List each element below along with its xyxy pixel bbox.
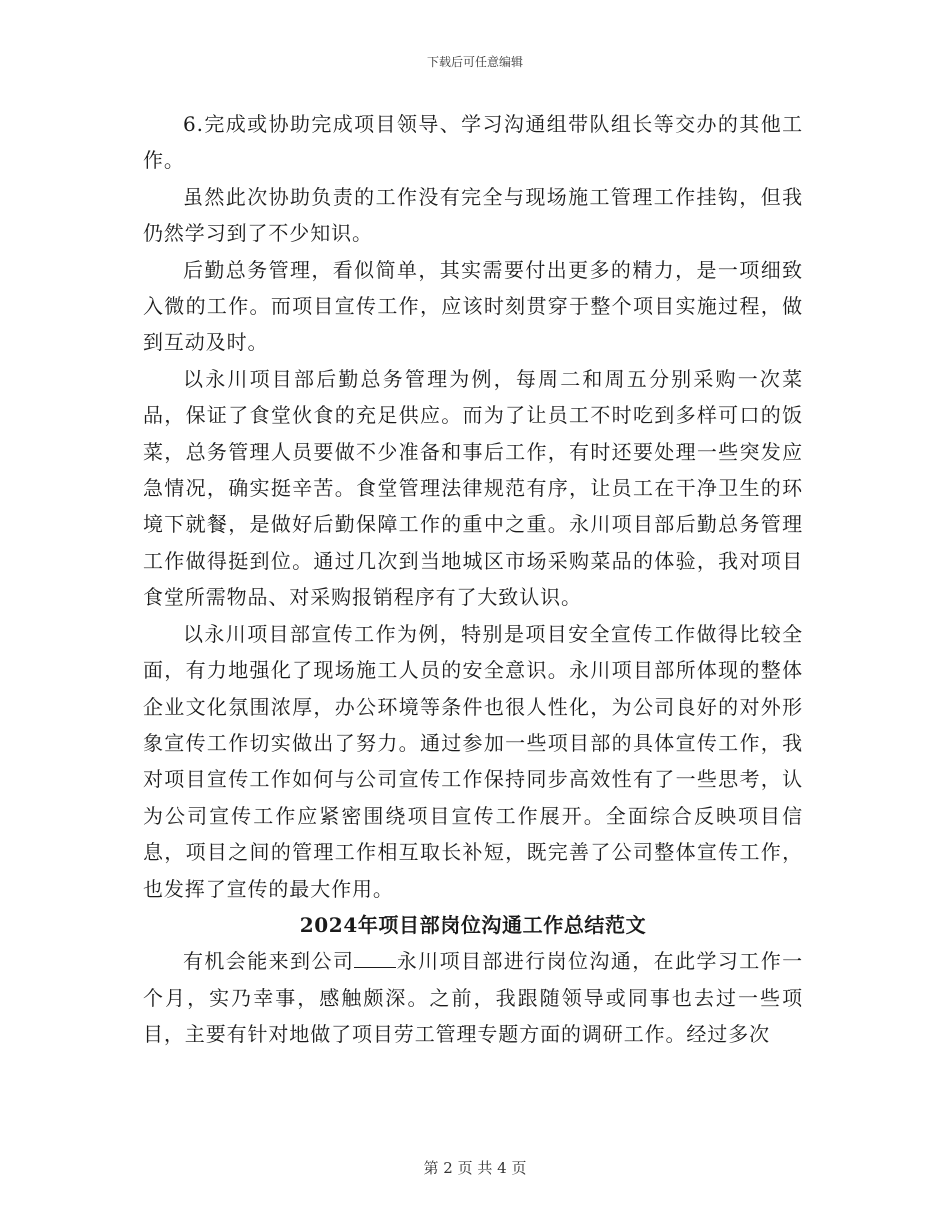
fill-in-blank bbox=[354, 949, 396, 968]
paragraph-6-part-1: 有机会能来到公司 bbox=[183, 949, 355, 974]
page-number: 第 2 页 共 4 页 bbox=[423, 1159, 527, 1177]
paragraph-2: 虽然此次协助负责的工作没有完全与现场施工管理工作挂钩，但我仍然学习到了不少知识。 bbox=[143, 184, 803, 246]
paragraph-6-part-2: 永川项目部进行岗位沟通，在此学习工作一个月，实乃幸事，感触颇深。之前，我跟随领导或同事也去过一些项目，主要有针对地做了项目劳工管理专题方面的调研工作。经过多次 bbox=[143, 949, 803, 1047]
paragraph-6 bbox=[143, 943, 803, 1052]
document-body bbox=[143, 106, 803, 1053]
paragraph-5: 以永川项目部宣传工作为例，特别是项目安全宣传工作做得比较全面，有力地强化了现场施工人员的安全意识。永川项目部所体现的整体企业文化氛围浓厚，办公环境等条件也很人性化，为公司良好的对外形象宣传工作切实做出了努力。通过参加一些项目部的具体宣传工作，我对项目宣传工作如何与公司宣传工作保持同步高效性有了一些思考，认为公司宣传工作应紧密围绕项目宣传工作展开。全面综合反映项目信息，项目之间的管理工作相互取长补短，既完善了公司整体宣传工作，也发挥了宣传的最大作用。 bbox=[143, 621, 803, 901]
paragraph-3: 后勤总务管理，看似简单，其实需要付出更多的精力，是一项细致入微的工作。而项目宣传工作，应该时刻贯穿于整个项目实施过程，做到互动及时。 bbox=[143, 257, 803, 355]
paragraph-4: 以永川项目部后勤总务管理为例，每周二和周五分别采购一次菜品，保证了食堂伙食的充足供应。而为了让员工不时吃到多样可口的饭菜，总务管理人员要做不少准备和事后工作，有时还要处理一些突发应急情况，确实挺辛苦。食堂管理法律规范有序，让员工在干净卫生的环境下就餐，是做好后勤保障工作的重中之重。永川项目部后勤总务管理工作做得挺到位。通过几次到当地城区市场采购菜品的体验，我对项目食堂所需物品、对采购报销程序有了大致认识。 bbox=[143, 366, 803, 610]
section-title: 2024年项目部岗位沟通工作总结范文 bbox=[299, 912, 647, 937]
paragraph-1: 6.完成或协助完成项目领导、学习沟通组带队组长等交办的其他工作。 bbox=[143, 112, 803, 173]
header-note: 下载后可任意编辑 bbox=[426, 55, 523, 69]
